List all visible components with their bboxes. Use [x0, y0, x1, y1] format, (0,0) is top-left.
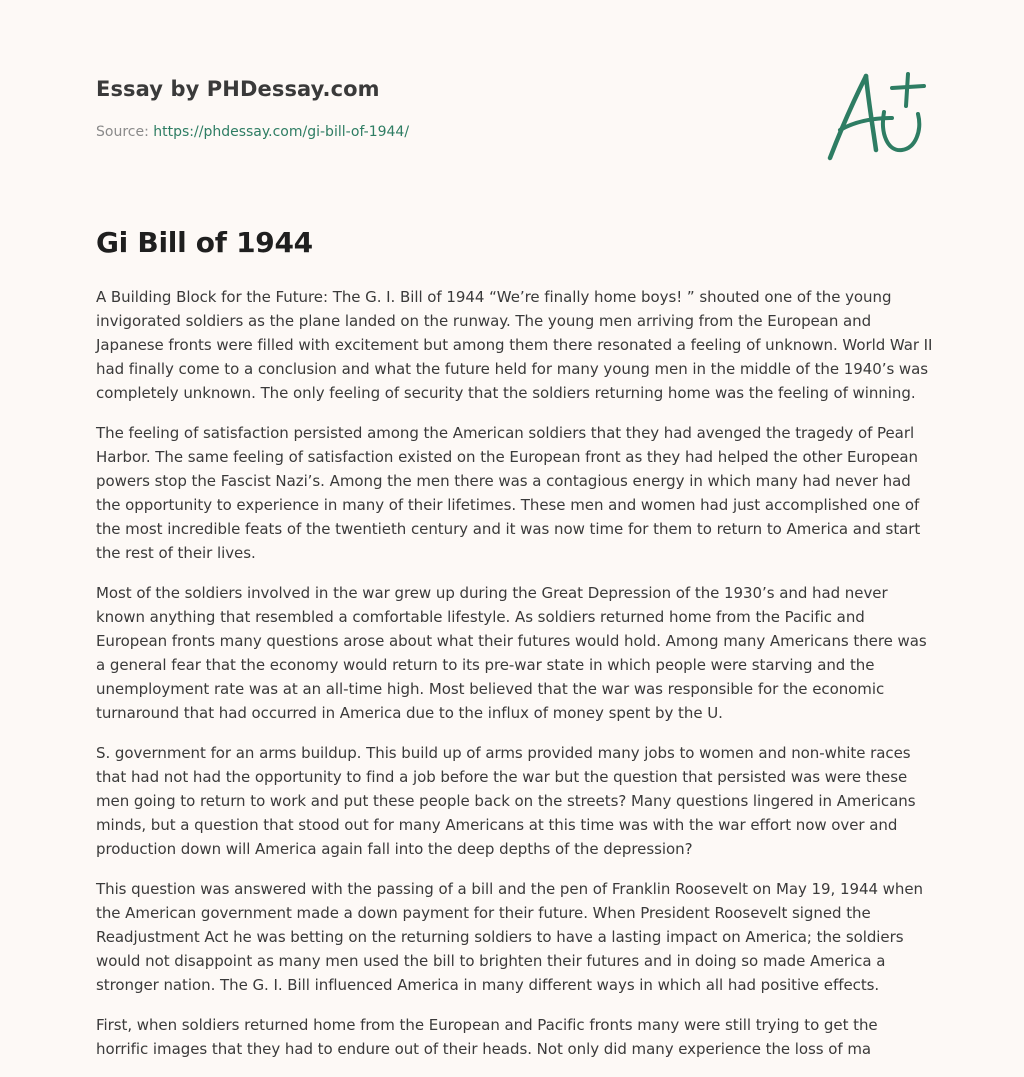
- a-plus-logo-icon: [822, 68, 930, 164]
- essay-paragraph: A Building Block for the Future: The G. I. Bill of 1944 “We’re finally home boys! ” shouted one of the young invigorated soldiers as the plane landed on the runway. The young men arriving from the European and Japanese fronts were filled with excitement but among them there resonated a feeling of unknown. World War II had finally come to a conclusion and what the future held for many young men in the middle of the 1940’s was completely unknown. The only feeling of security that the soldiers returning home was the feeling of winning.: [96, 288, 933, 402]
- essay-paragraph: The feeling of satisfaction persisted among the American soldiers that they had avenged the tragedy of Pearl Harbor. The same feeling of satisfaction existed on the European front as they had helped the other European powers stop the Fascist Nazi’s. Among the men there was a contagious energy in which many had never had the opportunity to experience in many of their lifetimes. These men and women had just accomplished one of the most incredible feats of the twentieth century and it was now time for them to return to America and start the rest of their lives.: [96, 424, 921, 562]
- essay-body: [96, 285, 934, 1077]
- source-line: [96, 124, 409, 140]
- source-link[interactable]: https://phdessay.com/gi-bill-of-1944/: [153, 124, 410, 140]
- source-label: Source:: [96, 124, 154, 140]
- page-title: Gi Bill of 1944: [96, 226, 313, 259]
- essay-paragraph: This question was answered with the passing of a bill and the pen of Franklin Roosevelt on May 19, 1944 when the American government made a down payment for their future. When President Roosevelt signed the Readjustment Act he was betting on the returning soldiers to have a lasting impact on America; the soldiers would not disappoint as many men used the bill to brighten their futures and in doing so made America a stronger nation. The G. I. Bill influenced America in many different ways in which all had positive effects.: [96, 880, 923, 994]
- essay-paragraph: Most of the soldiers involved in the war grew up during the Great Depression of the 1930’s and had never known anything that resembled a comfortable lifestyle. As soldiers returned home from the Pacific and European fronts many questions arose about what their futures would hold. Among many Americans there was a general fear that the economy would return to its pre-war state in which people were starving and the unemployment rate was at an all-time high. Most believed that the war was responsible for the economic turnaround that had occurred in America due to the influx of money spent by the U.: [96, 584, 927, 722]
- brand-title: Essay by PHDessay.com: [96, 77, 380, 101]
- essay-paragraph: S. government for an arms buildup. This build up of arms provided many jobs to women and non-white races that had not had the opportunity to find a job before the war but the question that persisted was were these men going to return to work and put these people back on the streets? Many questions lingered in Americans minds, but a question that stood out for many Americans at this time was with the war effort now over and production down will America again fall into the deep depths of the depression?: [96, 744, 916, 858]
- essay-paragraph: First, when soldiers returned home from the European and Pacific fronts many were still trying to get the horrific images that they had to endure out of their heads. Not only did many experience the loss of ma: [96, 1016, 878, 1058]
